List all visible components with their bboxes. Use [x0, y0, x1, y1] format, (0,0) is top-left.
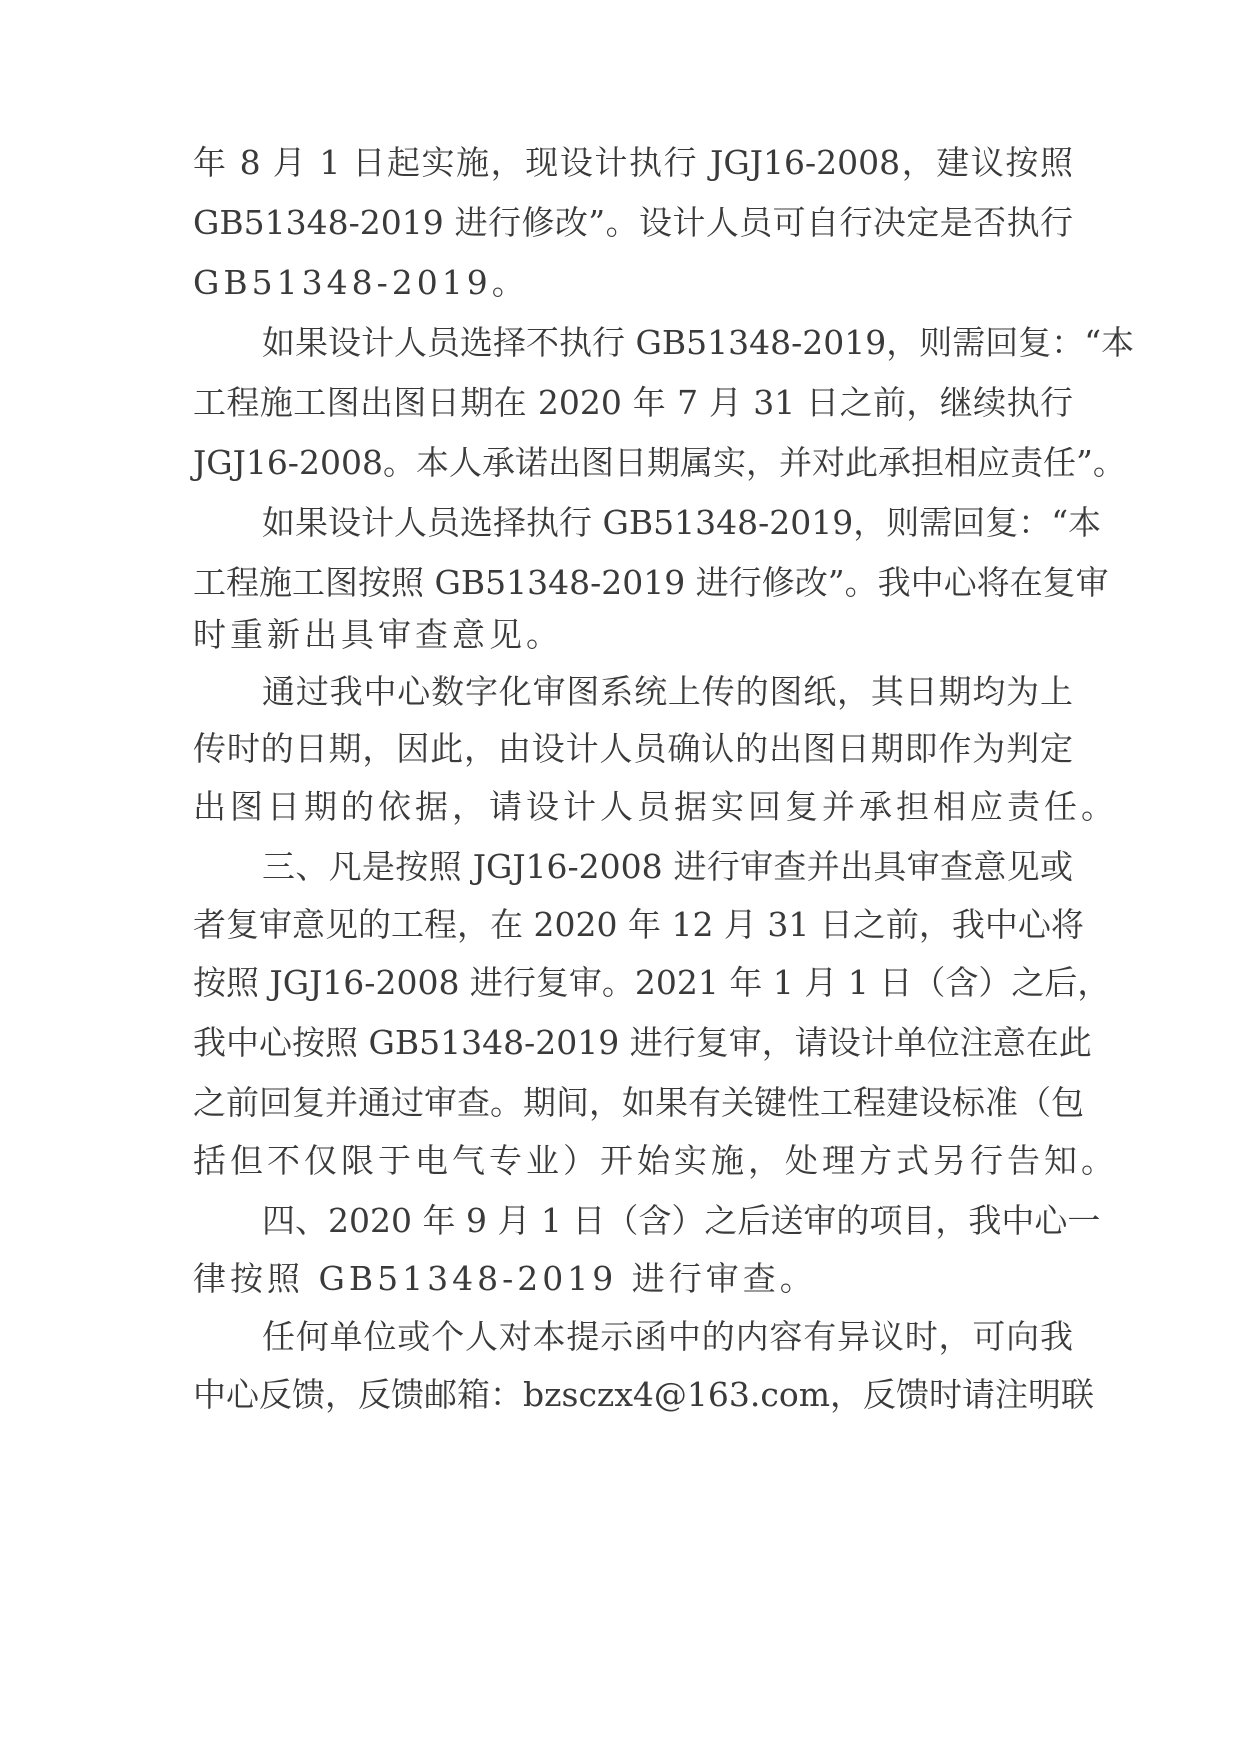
text-line-2: GB51348-2019 进行修改”。设计人员可自行决定是否执行 [193, 203, 1073, 242]
text-line-11: 传时的日期，因此，由设计人员确认的出图日期即作为判定 [193, 729, 1073, 768]
text-line-9: 时重新出具审查意见。 [193, 615, 563, 654]
text-line-3: GB51348-2019。 [193, 263, 529, 302]
text-line-13: 三、凡是按照 JGJ16-2008 进行审查并出具审查意见或 [262, 847, 1073, 886]
text-line-21: 任何单位或个人对本提示函中的内容有异议时，可向我 [262, 1317, 1073, 1356]
text-line-14: 者复审意见的工程，在 2020 年 12 月 31 日之前，我中心将 [193, 905, 1084, 944]
text-line-5: 工程施工图出图日期在 2020 年 7 月 31 日之前，继续执行 [193, 383, 1073, 422]
text-line-8: 工程施工图按照 GB51348-2019 进行修改”。我中心将在复审 [193, 563, 1109, 602]
text-line-18: 括但不仅限于电气专业）开始实施，处理方式另行告知。 [193, 1141, 1118, 1180]
text-line-6: JGJ16-2008。本人承诺出图日期属实，并对此承担相应责任”。 [193, 443, 1126, 482]
text-line-10: 通过我中心数字化审图系统上传的图纸，其日期均为上 [262, 672, 1073, 711]
text-line-7: 如果设计人员选择执行 GB51348-2019，则需回复：“本 [262, 503, 1102, 542]
text-line-16: 我中心按照 GB51348-2019 进行复审，请设计单位注意在此 [193, 1023, 1092, 1062]
text-line-17: 之前回复并通过审查。期间，如果有关键性工程建设标准（包 [193, 1083, 1084, 1122]
text-line-4: 如果设计人员选择不执行 GB51348-2019，则需回复：“本 [262, 323, 1135, 362]
text-line-15: 按照 JGJ16-2008 进行复审。2021 年 1 月 1 日（含）之后， [193, 963, 1111, 1002]
text-line-1: 年 8 月 1 日起实施，现设计执行 JGJ16-2008，建议按照 [193, 143, 1073, 182]
text-line-20: 律按照 GB51348-2019 进行审查。 [193, 1259, 817, 1298]
text-line-19: 四、2020 年 9 月 1 日（含）之后送审的项目，我中心一 [262, 1201, 1101, 1240]
text-line-22: 中心反馈，反馈邮箱：bzsczx4@163.com，反馈时请注明联 [193, 1375, 1095, 1414]
text-line-12: 出图日期的依据，请设计人员据实回复并承担相应责任。 [193, 787, 1118, 826]
